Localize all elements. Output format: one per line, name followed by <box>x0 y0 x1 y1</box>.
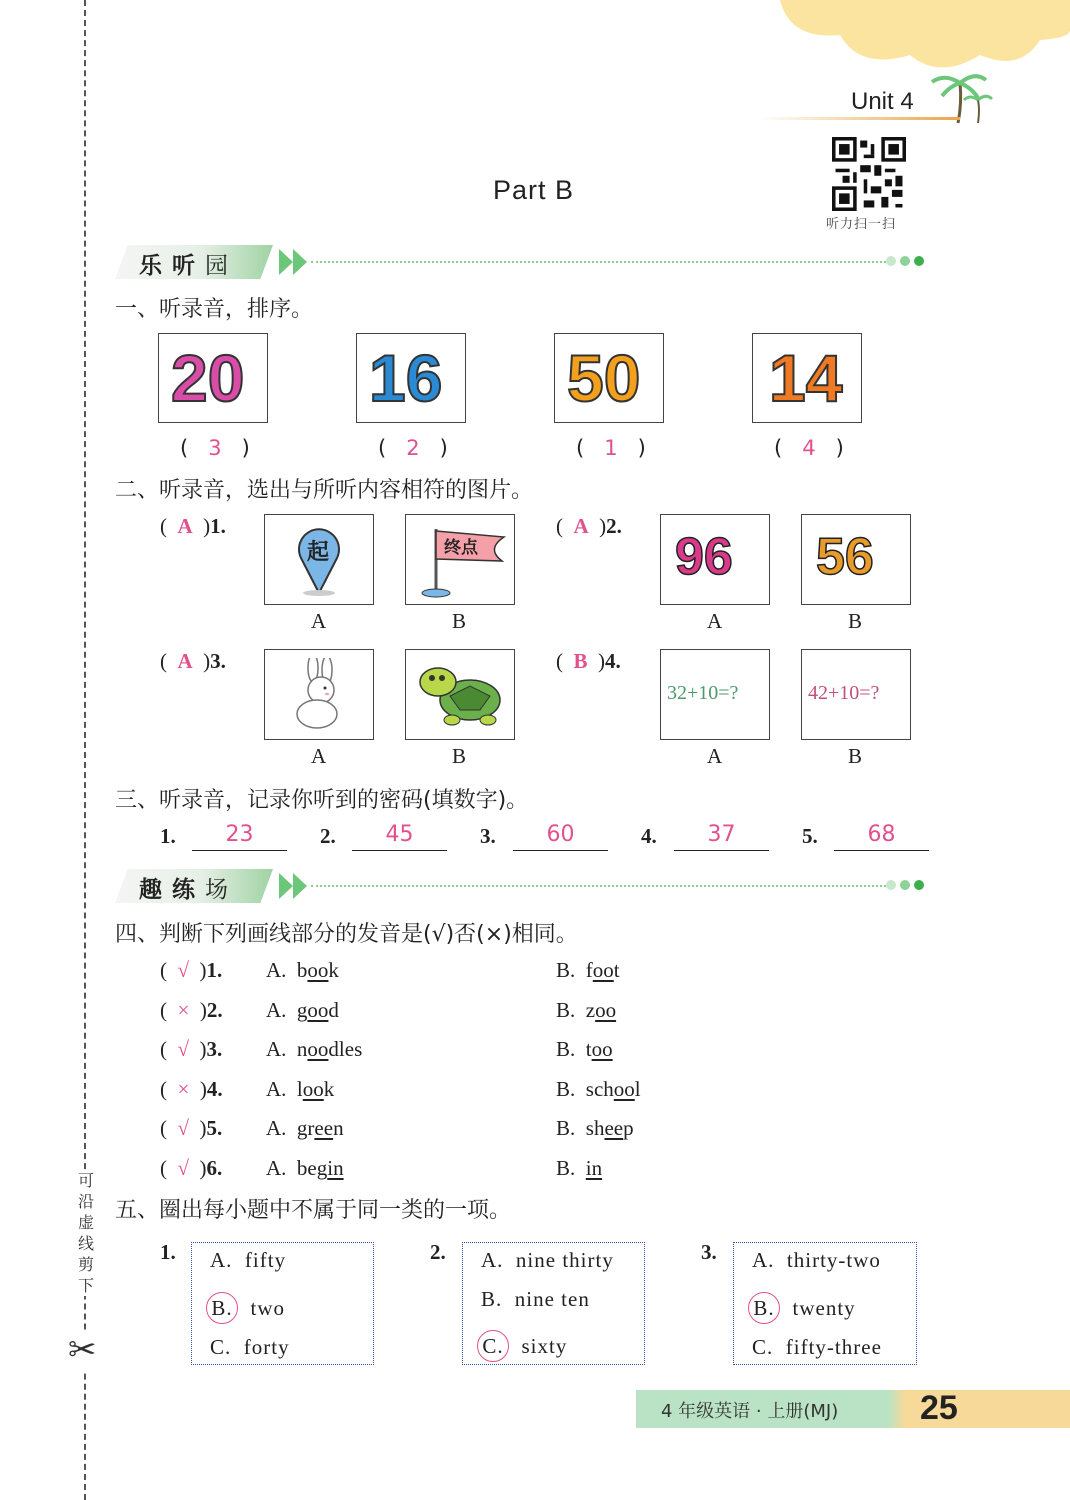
q5-num-2: 2. <box>430 1240 446 1264</box>
label-a: A <box>311 744 327 768</box>
answer-circle: C. <box>477 1330 509 1362</box>
q4-answer-6[interactable]: ( √ )6. <box>160 1156 223 1180</box>
finish-flag-picture: 终点 <box>405 514 515 605</box>
q4-heading: 四、判断下列画线部分的发音是(√)否(×)相同。 <box>115 922 578 947</box>
label-a: A <box>707 609 723 633</box>
q4-option-b-1: B. foot <box>556 958 620 982</box>
start-pin-picture: 起 <box>264 514 374 605</box>
q1-answer-4[interactable]: ( 4 ) <box>774 436 844 460</box>
scissors-icon: ✂ <box>68 1330 97 1370</box>
number-card-50: 50 <box>554 333 664 423</box>
q5-option-1-3[interactable]: C. forty <box>210 1335 290 1359</box>
q2-answer-1[interactable]: ( A )1. <box>160 514 226 538</box>
number-card-96: 96 <box>660 514 770 605</box>
number-card-56: 56 <box>801 514 911 605</box>
unit-underline <box>760 117 960 120</box>
label-a: A <box>311 609 327 633</box>
q1-answer-2[interactable]: ( 2 ) <box>378 436 448 460</box>
label-b: B <box>452 609 467 633</box>
q3-num-3: 3. <box>480 824 496 848</box>
q3-num-2: 2. <box>320 824 336 848</box>
section-banner-listen: 乐听园 <box>115 245 925 279</box>
q1-heading: 一、听录音，排序。 <box>115 297 314 322</box>
q4-option-a-5: A. green <box>266 1116 344 1140</box>
part-title: Part B <box>493 175 575 205</box>
q5-num-1: 1. <box>160 1240 176 1264</box>
q4-answer-3[interactable]: ( √ )3. <box>160 1037 223 1061</box>
q4-option-b-6: B. in <box>556 1156 603 1180</box>
q4-option-a-3: A. noodles <box>266 1037 363 1061</box>
label-b: B <box>848 609 863 633</box>
q5-num-3: 3. <box>701 1240 717 1264</box>
q3-blank-5[interactable]: 68 <box>834 822 929 851</box>
q1-answer-3[interactable]: ( 1 ) <box>576 436 646 460</box>
rabbit-picture <box>264 649 374 740</box>
q5-option-3-3[interactable]: C. fifty-three <box>752 1335 882 1359</box>
number-card-14: 14 <box>752 333 862 423</box>
q4-option-a-4: A. look <box>266 1077 335 1101</box>
q4-option-a-2: A. good <box>266 998 339 1022</box>
q4-option-b-2: B. zoo <box>556 998 617 1022</box>
q4-answer-4[interactable]: ( × )4. <box>160 1077 223 1101</box>
equation-card-a: 32+10=? <box>660 649 770 740</box>
q5-option-3-1[interactable]: A. thirty-two <box>752 1248 881 1272</box>
q4-option-a-6: A. begin <box>266 1156 344 1180</box>
q3-num-1: 1. <box>160 824 176 848</box>
q2-answer-4[interactable]: ( B )4. <box>556 649 621 673</box>
number-card-16: 16 <box>356 333 466 423</box>
q4-answer-5[interactable]: ( √ )5. <box>160 1116 223 1140</box>
cut-instruction: 可 沿 虚 线 剪 下 <box>77 1171 94 1295</box>
q4-option-b-3: B. too <box>556 1037 613 1061</box>
label-b: B <box>848 744 863 768</box>
q4-answer-1[interactable]: ( √ )1. <box>160 958 223 982</box>
q4-option-b-5: B. sheep <box>556 1116 634 1140</box>
unit-title: Unit 4 <box>851 88 914 115</box>
q5-option-2-3[interactable]: C. sixty <box>481 1330 567 1362</box>
q3-blank-4[interactable]: 37 <box>674 822 769 851</box>
equation-card-b: 42+10=? <box>801 649 911 740</box>
section-banner-practice: 趣练场 <box>115 869 925 903</box>
q3-blank-3[interactable]: 60 <box>513 822 608 851</box>
q3-blank-2[interactable]: 45 <box>352 822 447 851</box>
label-b: B <box>452 744 467 768</box>
q4-answer-2[interactable]: ( × )2. <box>160 998 223 1022</box>
q2-answer-2[interactable]: ( A )2. <box>556 514 622 538</box>
page-number: 25 <box>920 1389 958 1427</box>
q4-option-a-1: A. book <box>266 958 339 982</box>
q2-answer-3[interactable]: ( A )3. <box>160 649 226 673</box>
q1-answer-1[interactable]: ( 3 ) <box>180 436 250 460</box>
q5-option-3-2[interactable]: B. twenty <box>752 1292 856 1324</box>
q5-option-2-2[interactable]: B. nine ten <box>481 1287 590 1311</box>
q5-option-2-1[interactable]: A. nine thirty <box>481 1248 614 1272</box>
q5-heading: 五、圈出每小题中不属于同一类的一项。 <box>115 1198 512 1223</box>
q3-heading: 三、听录音，记录你听到的密码(填数字)。 <box>115 788 529 813</box>
q5-option-1-1[interactable]: A. fifty <box>210 1248 287 1272</box>
q3-blank-1[interactable]: 23 <box>192 822 287 851</box>
qr-caption: 听力扫一扫 <box>826 217 897 232</box>
q3-num-4: 4. <box>641 824 657 848</box>
q2-heading: 二、听录音，选出与所听内容相符的图片。 <box>115 478 534 503</box>
answer-circle: B. <box>748 1292 780 1324</box>
answer-circle: B. <box>206 1292 238 1324</box>
number-card-20: 20 <box>158 333 268 423</box>
book-title: 4 年级英语 · 上册(MJ) <box>661 1401 839 1422</box>
label-a: A <box>707 744 723 768</box>
qr-code-icon[interactable] <box>832 137 906 211</box>
cloud-decoration <box>770 0 1070 75</box>
turtle-picture <box>405 649 515 740</box>
q3-num-5: 5. <box>802 824 818 848</box>
q4-option-b-4: B. school <box>556 1077 641 1101</box>
q5-option-1-2[interactable]: B. two <box>210 1292 285 1324</box>
